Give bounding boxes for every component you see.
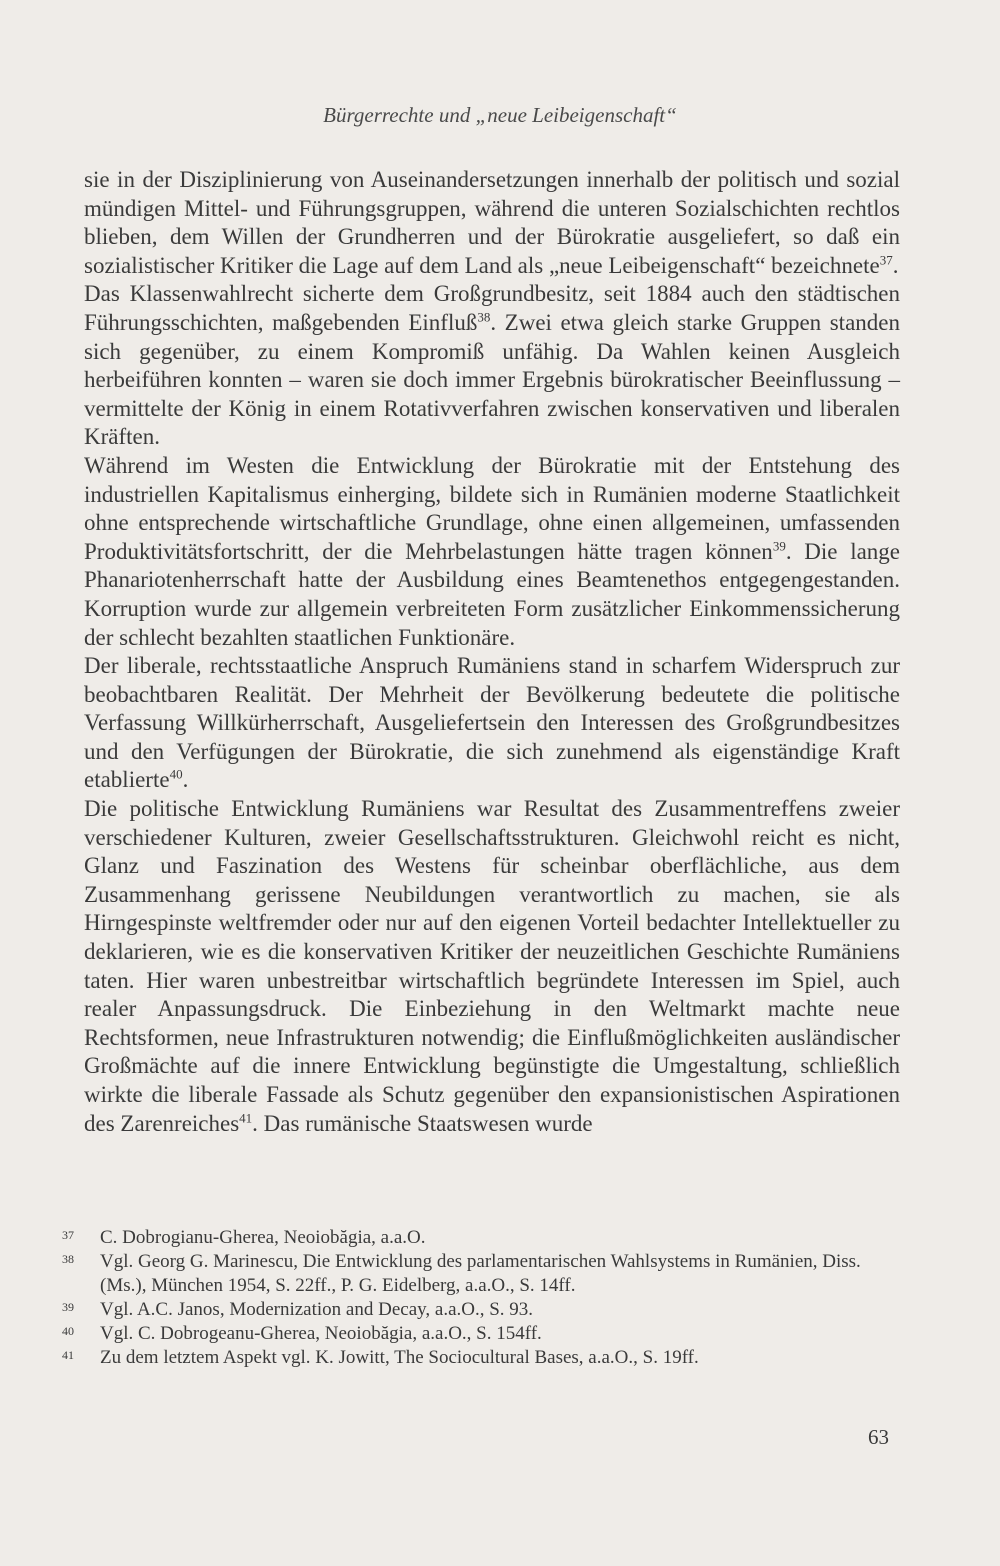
- footnote-ref-40: 40: [169, 766, 183, 782]
- text-run: Während im Westen die Entwicklung der Bürokratie mit der Entstehung des industriellen Kapitalismus einherging, bildete sich in Rumänien moderne Staatlichkeit ohne entsprechende wirtschaftliche Grundlage, ohne einen allgemeinen, umfassenden Produktivitätsfortschritt, der die Mehrbelastungen hätte tragen können: [84, 452, 900, 564]
- paragraph: [84, 166, 900, 280]
- footnote-ref-41: 41: [239, 1109, 253, 1125]
- text-run: . Zwei etwa gleich starke Gruppen standen sich gegenüber, zu einem Kompromiß unfähig. Da Wahlen keinen Ausgleich herbeiführen konnten – waren sie doch immer Ergebnis bürokratischer Beeinflussung – vermittelte der König in einem Rotativverfahren zwischen konservativen und liberalen Kräften.: [84, 309, 900, 450]
- paragraph: [84, 652, 900, 795]
- text-run: . Das rumänische Staatswesen wurde: [252, 1110, 593, 1136]
- footnote-number: 37: [62, 1228, 74, 1242]
- text-run: sie in der Disziplinierung von Auseinandersetzungen innerhalb der politisch und sozial mündigen Mittel- und Führungsgruppen, während die unteren Sozialschichten rechtlos blieben, dem Willen der Grundherren und der Bürokratie ausgeliefert, so daß ein sozialistischer Kritiker die Lage auf dem Land als „neue Leibeigenschaft“ bezeichnete: [84, 167, 900, 278]
- footnote-text: Zu dem letztem Aspekt vgl. K. Jowitt, The Sociocultural Bases, a.a.O., S. 19ff.: [100, 1347, 699, 1368]
- footnote-number: 38: [62, 1252, 74, 1266]
- text-run: Der liberale, rechtsstaatliche Anspruch Rumäniens stand in scharfem Widerspruch zur beobachtbaren Realität. Der Mehrheit der Bevölkerung bedeutete die politische Verfassung Willkürherrschaft, Ausgeliefertsein den Interessen des Großgrundbesitzes und den Verfügungen der Bürokratie, die sich zunehmend als eigenständige Kraft etablierte: [84, 653, 900, 793]
- footnote-ref-38: 38: [477, 309, 491, 325]
- footnote-number: 39: [62, 1300, 74, 1314]
- footnote: [62, 1322, 902, 1346]
- page-number: 63: [868, 1425, 889, 1449]
- footnote-ref-39: 39: [772, 538, 786, 554]
- footnote: [62, 1226, 902, 1250]
- text-run: .: [892, 252, 899, 278]
- paragraph: [84, 280, 900, 452]
- footnote-number: 41: [62, 1348, 74, 1362]
- footnote: [62, 1346, 902, 1370]
- paragraph: [84, 795, 900, 1138]
- footnote-number: 40: [62, 1324, 74, 1338]
- footnote-ref-37: 37: [879, 252, 893, 268]
- running-header: Bürgerrechte und „neue Leibeigenschaft“: [323, 103, 677, 127]
- paragraph: [84, 452, 900, 652]
- footnote-text: Vgl. C. Dobrogeanu-Gherea, Neoiobăgia, a.a.O., S. 154ff.: [100, 1323, 542, 1344]
- text-run: . Die lange Phanariotenherrschaft hatte der Ausbildung eines Beamtenethos entgegengestanden. Korruption wurde zur allgemein verbreiteten Form zusätzlicher Einkommenssicherung der schlecht bezahlten staatlichen Funktionäre.: [84, 538, 901, 650]
- footnote: [62, 1298, 902, 1322]
- text-run: Die politische Entwicklung Rumäniens war Resultat des Zusammentreffens zweier verschiedener Kulturen, zweier Gesellschaftsstrukturen. Gleichwohl reicht es nicht, Glanz und Faszination des Westens für scheinbar oberflächliche, aus dem Zusammenhang gerissene Neubildungen verantwortlich zu machen, sie als Hirngespinste weltfremder oder nur auf den eigenen Vorteil bedachter Intellektueller zu deklarieren, wie es die konservativen Kritiker der neuzeitlichen Geschichte Rumäniens taten. Hier waren unbestreitbar wirtschaftlich begründete Interessen im Spiel, auch realer Anpassungsdruck. Die Einbeziehung in den Weltmarkt machte neue Rechtsformen, neue Infrastrukturen notwendig; die Einflußmöglichkeiten ausländischer Großmächte auf die innere Entwicklung begünstigte die Umgestaltung, schließlich wirkte die liberale Fassade als Schutz gegenüber den expansionistischen Aspirationen des Zarenreiches: [84, 796, 900, 1136]
- footnote: [62, 1250, 902, 1298]
- text-run: .: [182, 767, 189, 793]
- footnote-text: Vgl. Georg G. Marinescu, Die Entwicklung des parlamentarischen Wahlsystems in Rumänien, Diss. (Ms.), München 1954, S. 22ff., P. G. Eidelberg, a.a.O., S. 14ff.: [100, 1251, 861, 1296]
- footnote-text: Vgl. A.C. Janos, Modernization and Decay, a.a.O., S. 93.: [100, 1299, 534, 1320]
- footnotes: [62, 1226, 902, 1370]
- body-text: [84, 166, 900, 1138]
- footnote-text: C. Dobrogianu-Gherea, Neoiobăgia, a.a.O.: [100, 1227, 426, 1248]
- text-run: Das Klassenwahlrecht sicherte dem Großgrundbesitz, seit 1884 auch den städtischen Führungsschichten, maßgebenden Einfluß: [84, 281, 900, 335]
